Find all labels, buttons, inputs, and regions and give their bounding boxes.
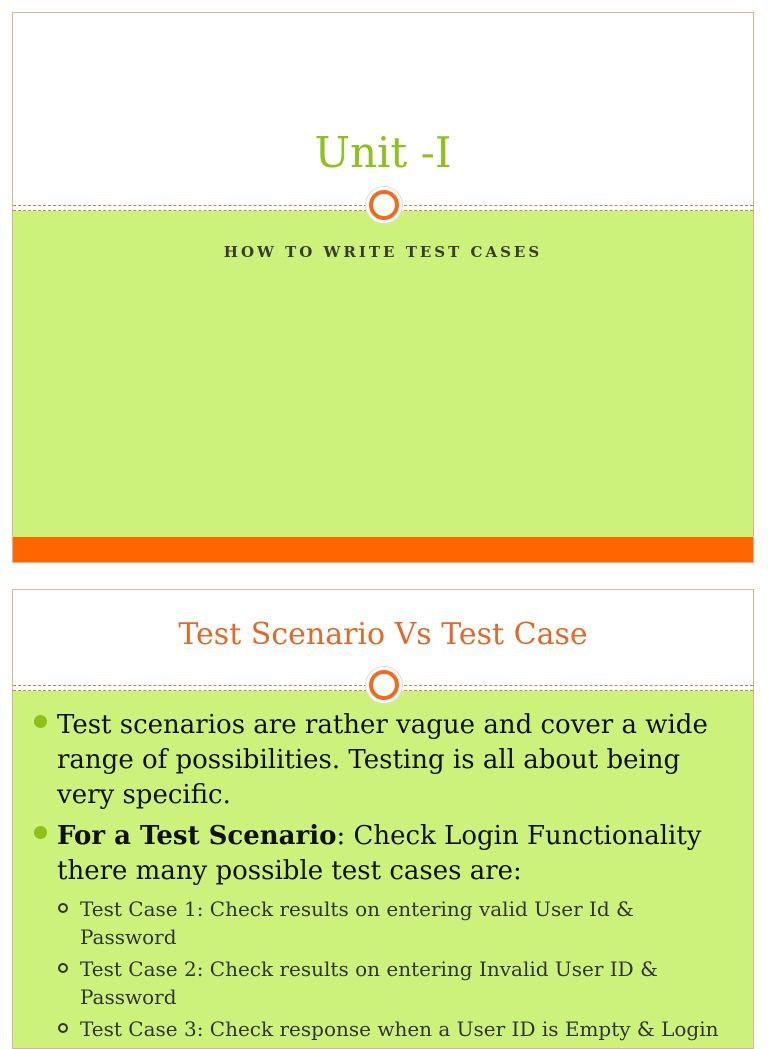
hollow-bullet-icon bbox=[58, 963, 68, 973]
slide-title-unit bbox=[12, 12, 754, 563]
bullet-list bbox=[31, 708, 733, 1047]
sub-bullet-item bbox=[31, 1015, 733, 1043]
sub-bullet-item bbox=[31, 895, 733, 951]
ring-icon bbox=[369, 670, 399, 700]
sub-bullet-text: Test Case 3: Check response when a User ID is Empty & Login bbox=[80, 1017, 719, 1041]
sub-bullet-item bbox=[31, 955, 733, 1011]
footer-bar bbox=[13, 537, 753, 563]
bullet-text: : Check Login Functionality there many possible test cases are: bbox=[57, 821, 702, 886]
bullet-dot-icon bbox=[34, 715, 47, 728]
slide-title: Test Scenario Vs Test Case bbox=[178, 617, 588, 652]
bullet-text: Test scenarios are rather vague and cover a wide range of possibilities. Testing is all about being very specific. bbox=[57, 710, 708, 810]
slide-title: Unit -I bbox=[314, 128, 452, 177]
sub-bullet-text: Test Case 2: Check results on entering Invalid User ID & Password bbox=[80, 957, 658, 1009]
slide-test-scenario bbox=[12, 589, 754, 1049]
bullet-bold-text: For a Test Scenario bbox=[57, 821, 337, 851]
bullet-item bbox=[31, 819, 733, 889]
slide-subtitle: HOW TO WRITE TEST CASES bbox=[223, 243, 543, 261]
bullet-dot-icon bbox=[34, 826, 47, 839]
bullet-item bbox=[31, 708, 733, 813]
ring-icon bbox=[369, 190, 399, 220]
hollow-bullet-icon bbox=[58, 903, 68, 913]
slide-title-area bbox=[13, 13, 753, 205]
sub-bullet-text: Test Case 1: Check results on entering valid User Id & Password bbox=[80, 897, 634, 949]
hollow-bullet-icon bbox=[58, 1023, 68, 1033]
